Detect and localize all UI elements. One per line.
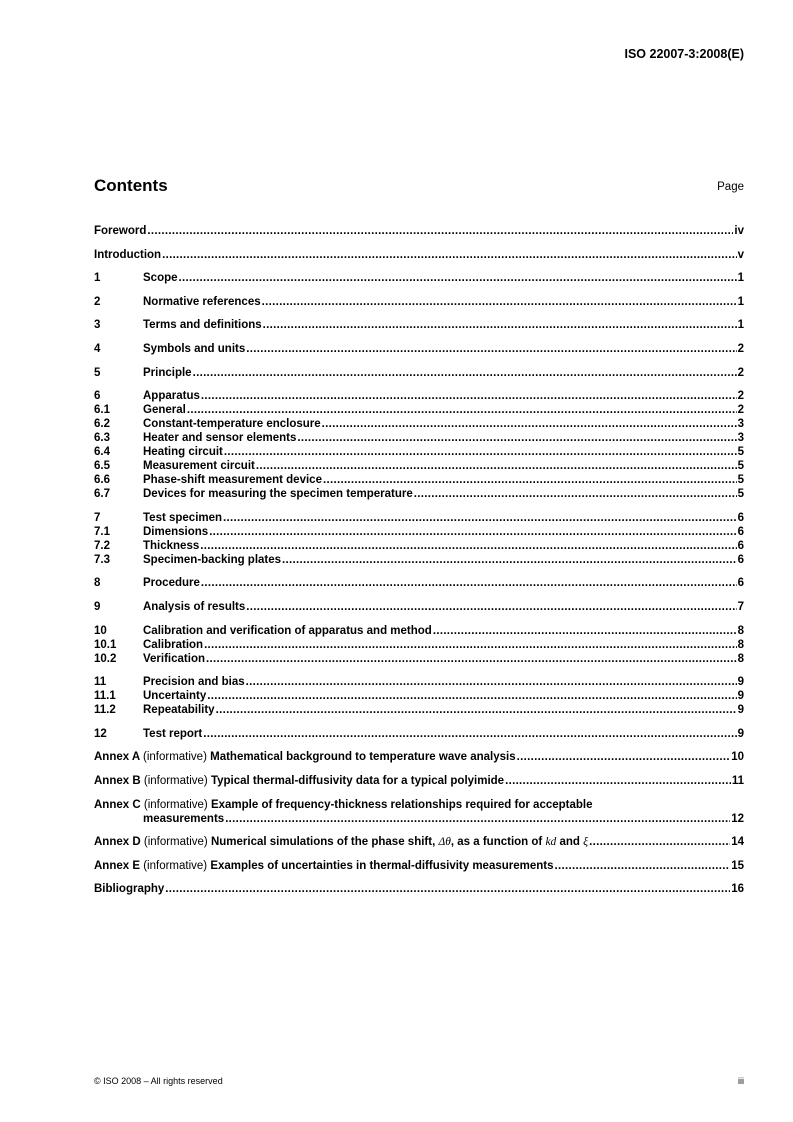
kd-symbol: kd [545, 836, 557, 849]
toc-entry-number: 6.6 [94, 474, 110, 487]
toc-entry-title: Analysis of results [143, 600, 246, 613]
toc-entry-page: 3 [737, 418, 744, 431]
toc-entry-page: 1 [737, 295, 744, 308]
toc-entry-10[interactable] [94, 624, 744, 638]
toc-entry-page: 9 [737, 704, 744, 717]
dot-leader [225, 812, 730, 826]
xi-symbol: ξ [583, 836, 589, 849]
toc-entry-6-5[interactable] [94, 459, 744, 473]
dot-leader [322, 417, 737, 431]
toc-entry-page: 9 [737, 727, 744, 740]
toc-entry-number: 4 [94, 342, 101, 355]
toc-entry-title: Apparatus [143, 390, 200, 403]
toc-entry-6-7[interactable] [94, 487, 744, 501]
toc-entry-title: Precision and bias [143, 676, 245, 689]
annex-label: Annex E [94, 859, 141, 872]
dot-leader [200, 539, 736, 553]
toc-entry-number: 6 [94, 390, 101, 403]
toc-entry-3[interactable] [94, 318, 744, 332]
toc-entry-page: 16 [731, 883, 744, 896]
page-number: iii [738, 1076, 744, 1086]
toc-entry-bibliography[interactable] [94, 882, 744, 896]
dot-leader [263, 318, 737, 332]
dot-leader [256, 459, 737, 473]
toc-entry-title: Symbols and units [143, 342, 246, 355]
annex-label: Annex B [94, 774, 141, 787]
toc-entry-title: Scope [143, 272, 178, 285]
table-of-contents [94, 224, 744, 896]
dot-leader [201, 576, 737, 590]
dot-leader [201, 389, 737, 403]
toc-entry-number: 2 [94, 295, 101, 308]
document-id: ISO 22007-3:2008(E) [624, 47, 744, 61]
dot-leader [323, 473, 737, 487]
toc-entry-page: 1 [737, 319, 744, 332]
toc-entry-number: 10 [94, 624, 107, 637]
toc-entry-6-1[interactable] [94, 403, 744, 417]
toc-entry-page: v [737, 248, 744, 261]
toc-entry-10-1[interactable] [94, 638, 744, 652]
toc-entry-5[interactable] [94, 366, 744, 380]
toc-entry-page: 9 [737, 690, 744, 703]
toc-entry-page: 1 [737, 272, 744, 285]
dot-leader [165, 882, 730, 896]
toc-entry-6-3[interactable] [94, 431, 744, 445]
dot-leader [223, 511, 737, 525]
toc-entry-number: 7 [94, 511, 101, 524]
toc-entry-number: 6.4 [94, 446, 110, 459]
toc-entry-page: 3 [737, 432, 744, 445]
toc-entry-4[interactable] [94, 342, 744, 356]
dot-leader [209, 525, 736, 539]
toc-entry-annex-c[interactable] [94, 798, 744, 826]
toc-entry-12[interactable] [94, 727, 744, 741]
toc-entry-page: 12 [731, 812, 744, 825]
dot-leader [433, 624, 737, 638]
toc-entry-number: 6.7 [94, 488, 110, 501]
toc-entry-8[interactable] [94, 576, 744, 590]
toc-entry-title: Heating circuit [143, 446, 223, 459]
toc-entry-title: Principle [143, 366, 192, 379]
toc-entry-title: Measurement circuit [143, 460, 255, 473]
toc-entry-7[interactable] [94, 511, 744, 525]
toc-entry-title: Normative references [143, 295, 261, 308]
toc-entry-11-1[interactable] [94, 689, 744, 703]
toc-entry-title: Constant-temperature enclosure [143, 418, 321, 431]
toc-entry-number: 11.1 [94, 690, 116, 703]
dot-leader [555, 859, 731, 873]
toc-entry-page: 5 [737, 474, 744, 487]
dot-leader [262, 295, 737, 309]
toc-entry-page: 5 [737, 488, 744, 501]
toc-entry-title: Examples of uncertainties in thermal-diffusivity measurements [210, 859, 554, 872]
toc-entry-foreword[interactable] [94, 224, 744, 238]
toc-entry-number: 6.3 [94, 432, 110, 445]
toc-entry-title: Heater and sensor elements [143, 432, 297, 445]
toc-entry-6-4[interactable] [94, 445, 744, 459]
toc-entry-7-2[interactable] [94, 539, 744, 553]
toc-entry-title: Phase-shift measurement device [143, 474, 322, 487]
toc-entry-6-6[interactable] [94, 473, 744, 487]
toc-entry-title: Typical thermal-diffusivity data for a typical polyimide [210, 774, 505, 787]
toc-entry-number: 10.1 [94, 638, 117, 651]
dot-leader [162, 248, 737, 262]
toc-entry-title: Specimen-backing plates [143, 553, 282, 566]
toc-entry-7-3[interactable] [94, 553, 744, 567]
toc-entry-annex-a[interactable] [94, 750, 744, 764]
toc-entry-page: 6 [737, 539, 744, 552]
toc-entry-number: 11 [94, 676, 107, 689]
toc-entry-page: 8 [737, 638, 744, 651]
annex-label: Annex C [94, 798, 141, 811]
toc-entry-title: Numerical simulations of the phase shift, Δθ, as a function of kd and ξ [210, 836, 589, 849]
toc-entry-page: 14 [731, 836, 744, 849]
toc-entry-annex-b[interactable] [94, 774, 744, 788]
toc-entry-number: 10.2 [94, 652, 117, 665]
toc-entry-title: Mathematical background to temperature wave analysis [210, 751, 516, 764]
dot-leader [204, 638, 737, 652]
annex-type: (informative) [143, 798, 208, 811]
toc-entry-page: 7 [737, 600, 744, 613]
toc-entry-page: 10 [731, 751, 744, 764]
dot-leader [147, 224, 733, 238]
delta-theta-symbol: Δθ [438, 836, 451, 849]
toc-entry-annex-d[interactable] [94, 835, 744, 849]
toc-entry-number: 12 [94, 727, 107, 740]
toc-entry-title: General [143, 404, 186, 417]
toc-entry-number: 3 [94, 319, 101, 332]
page-column-label: Page [717, 181, 744, 193]
toc-entry-annex-e[interactable] [94, 859, 744, 873]
contents-title: Contents [94, 176, 168, 195]
toc-entry-number: 9 [94, 600, 101, 613]
toc-entry-title: Uncertainty [143, 690, 207, 703]
copyright-notice: © ISO 2008 – All rights reserved [94, 1076, 223, 1086]
toc-entry-page: 5 [737, 460, 744, 473]
toc-entry-title: Calibration [143, 638, 204, 651]
toc-entry-page: 6 [737, 577, 744, 590]
dot-leader [216, 703, 737, 717]
toc-entry-title: Verification [143, 652, 205, 665]
toc-entry-number: 7.1 [94, 525, 110, 538]
toc-entry-number: 7.2 [94, 539, 110, 552]
toc-entry-page: 2 [737, 366, 744, 379]
dot-leader [193, 366, 737, 380]
toc-entry-page: iv [734, 225, 744, 237]
dot-leader [246, 675, 737, 689]
toc-entry-page: 15 [731, 859, 744, 872]
dot-leader [297, 431, 736, 445]
toc-entry-11-2[interactable] [94, 703, 744, 717]
dot-leader [179, 271, 737, 285]
toc-entry-title-line-2: measurements [143, 812, 225, 825]
toc-entry-title: Test specimen [143, 511, 223, 524]
toc-entry-title-line-1: Example of frequency-thickness relationships required for acceptable [210, 798, 593, 811]
toc-entry-title: Dimensions [143, 525, 209, 538]
toc-entry-title: Introduction [94, 248, 162, 261]
dot-leader [224, 445, 737, 459]
toc-entry-number: 6.5 [94, 460, 110, 473]
toc-entry-2[interactable] [94, 295, 744, 309]
toc-entry-title: Test report [143, 727, 203, 740]
toc-entry-6[interactable] [94, 389, 744, 403]
toc-entry-page: 2 [737, 342, 744, 355]
toc-entry-title: Terms and definitions [143, 319, 262, 332]
toc-entry-page: 2 [737, 390, 744, 403]
toc-entry-page: 8 [737, 624, 744, 637]
toc-entry-page: 8 [737, 652, 744, 665]
toc-entry-number: 5 [94, 366, 101, 379]
toc-entry-11[interactable] [94, 675, 744, 689]
dot-leader [282, 553, 737, 567]
dot-leader [414, 487, 737, 501]
toc-entry-number: 8 [94, 577, 101, 590]
toc-entry-number: 11.2 [94, 704, 116, 717]
toc-entry-page: 11 [731, 774, 744, 787]
dot-leader [203, 727, 736, 741]
toc-entry-title: Calibration and verification of apparatus and method [143, 624, 432, 637]
dot-leader [505, 774, 731, 788]
annex-label: Annex A [94, 751, 140, 764]
dot-leader [206, 652, 737, 666]
toc-entry-title: Foreword [94, 225, 147, 237]
toc-entry-page: 2 [737, 404, 744, 417]
toc-entry-10-2[interactable] [94, 652, 744, 666]
toc-entry-introduction[interactable] [94, 248, 744, 262]
toc-entry-7-1[interactable] [94, 525, 744, 539]
toc-entry-1[interactable] [94, 271, 744, 285]
toc-entry-page: 9 [737, 676, 744, 689]
dot-leader [207, 689, 736, 703]
toc-entry-title: Repeatability [143, 704, 215, 717]
toc-entry-9[interactable] [94, 600, 744, 614]
annex-type: (informative) [143, 836, 208, 849]
annex-type: (informative) [143, 774, 208, 787]
toc-entry-number: 1 [94, 272, 101, 285]
dot-leader [187, 403, 737, 417]
toc-entry-title: Devices for measuring the specimen temperature [143, 488, 413, 501]
toc-entry-number: 6.1 [94, 404, 110, 417]
toc-entry-number: 6.2 [94, 418, 110, 431]
dot-leader [246, 342, 736, 356]
toc-entry-title: Bibliography [94, 883, 165, 896]
toc-entry-title: Thickness [143, 539, 200, 552]
toc-entry-page: 5 [737, 446, 744, 459]
toc-entry-page: 6 [737, 553, 744, 566]
dot-leader [246, 600, 736, 614]
annex-label: Annex D [94, 836, 141, 849]
annex-type: (informative) [143, 859, 208, 872]
toc-entry-page: 6 [737, 525, 744, 538]
toc-entry-page: 6 [737, 511, 744, 524]
dot-leader [589, 835, 730, 849]
toc-entry-6-2[interactable] [94, 417, 744, 431]
toc-entry-title: Procedure [143, 577, 200, 590]
toc-entry-number: 7.3 [94, 553, 110, 566]
annex-type: (informative) [143, 751, 207, 764]
dot-leader [517, 750, 731, 764]
